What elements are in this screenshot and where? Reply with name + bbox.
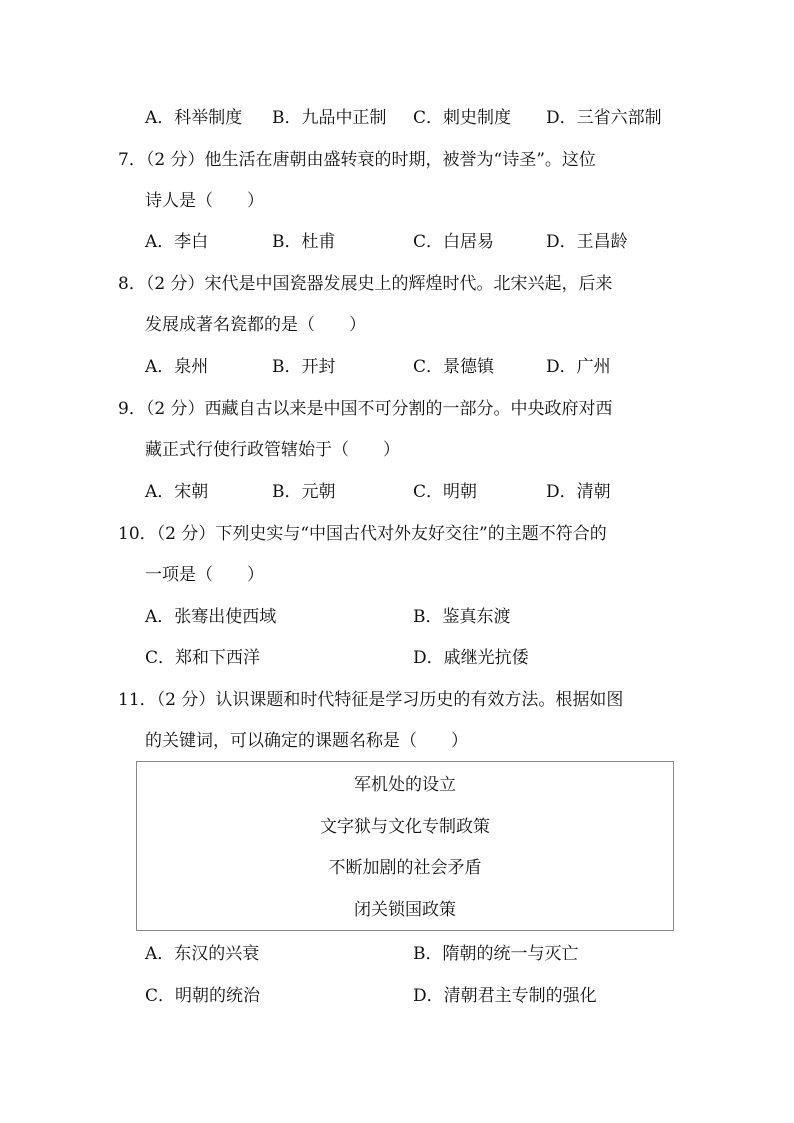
q8-option-a: A．泉州 [145,357,209,377]
q7-option-c: C．白居易 [413,232,495,252]
q11-keyword: 文字狱与文化专制政策 [320,817,490,837]
q11-keyword: 军机处的设立 [354,775,456,795]
q11-keyword: 闭关锁国政策 [354,900,456,920]
q10-option-d: D．戚继光抗倭 [413,648,529,668]
q11-option-a: A．东汉的兴衰 [145,944,260,964]
q11-option-b: B．隋朝的统一与灭亡 [413,944,579,964]
q10-stem-line2: 一项是（ ） [145,565,264,585]
q11-stem-line1: 11．（2 分）认识课题和时代特征是学习历史的有效方法。根据如图 [118,690,624,710]
q7-option-d: D．王昌龄 [546,232,628,252]
q10-stem-line1: 10．（2 分）下列史实与“中国古代对外友好交往”的主题不符合的 [118,524,607,544]
q11-keyword: 不断加剧的社会矛盾 [328,858,482,878]
q11-option-d: D．清朝君主专制的强化 [413,986,597,1006]
q11-stem-line2: 的关键词，可以确定的课题名称是（ ） [145,731,468,751]
q8-option-c: C．景德镇 [413,357,495,377]
q10-option-a: A．张骞出使西域 [145,607,277,627]
q7-option-b: B．杜甫 [272,232,336,252]
q8-stem-line2: 发展成著名瓷都的是（ ） [145,315,366,335]
q7-stem-line2: 诗人是（ ） [145,191,264,211]
q8-stem-line1: 8．（2 分）宋代是中国瓷器发展史上的辉煌时代。北宋兴起，后来 [118,274,613,294]
q10-option-c: C．郑和下西洋 [145,648,261,668]
q9-stem-line1: 9．（2 分）西藏自古以来是中国不可分割的一部分。中央政府对西 [118,399,613,419]
q9-stem-line2: 藏正式行使行政管辖始于（ ） [145,440,400,460]
q6-option-c: C．刺史制度 [413,108,512,128]
q10-option-b: B．鉴真东渡 [413,607,511,627]
q6-option-a: A．科举制度 [145,108,243,128]
q9-option-c: C．明朝 [413,482,478,502]
q9-option-b: B．元朝 [272,482,336,502]
q8-option-b: B．开封 [272,357,336,377]
q9-option-a: A．宋朝 [145,482,209,502]
q6-option-d: D．三省六部制 [546,108,662,128]
q6-option-b: B．九品中正制 [272,108,387,128]
q7-stem-line1: 7．（2 分）他生活在唐朝由盛转衰的时期，被誉为“诗圣”。这位 [118,150,596,170]
q11-keyword-box [136,761,674,931]
q8-option-d: D．广州 [546,357,611,377]
q7-option-a: A．李白 [145,232,209,252]
q9-option-d: D．清朝 [546,482,611,502]
q11-option-c: C．明朝的统治 [145,986,261,1006]
